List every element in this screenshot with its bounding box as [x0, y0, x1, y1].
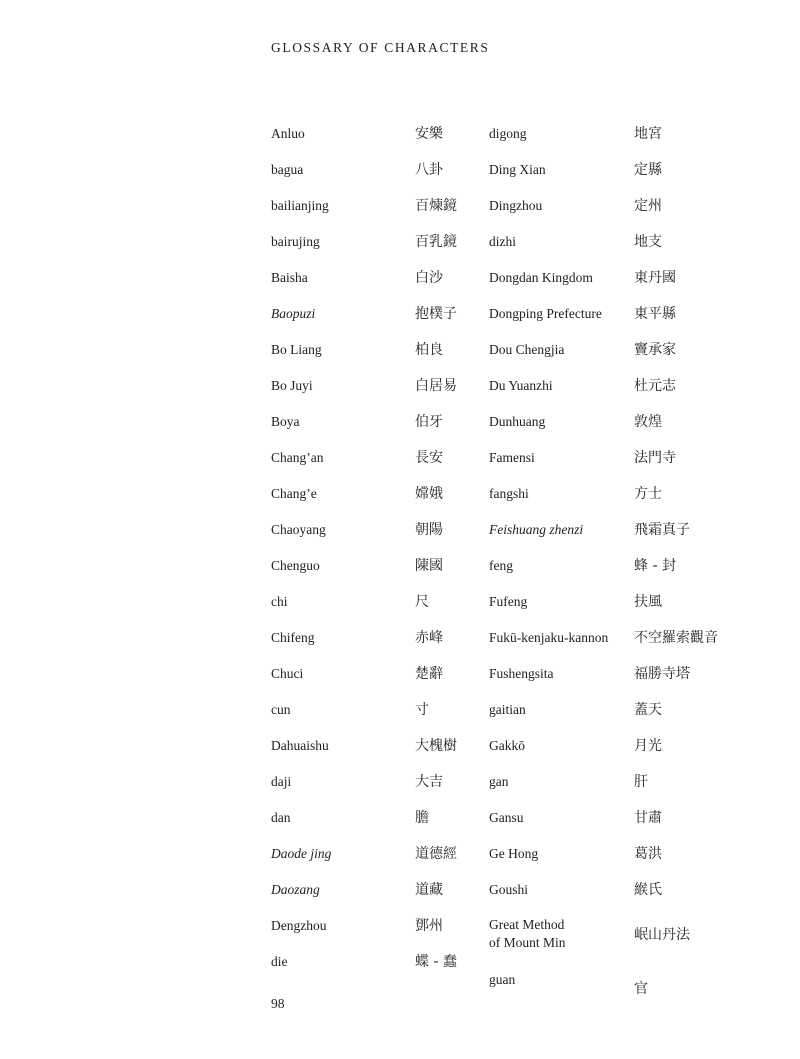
term-text: Feishuang zhenzi	[489, 522, 584, 537]
glossary-term	[271, 952, 331, 988]
glossary-term	[489, 556, 608, 592]
term-text: digong	[489, 126, 527, 141]
glossary-characters: 蝶 - 蠢	[415, 954, 457, 970]
glossary-characters: 杜元志	[634, 378, 676, 394]
glossary-term	[271, 664, 331, 700]
glossary-characters: 地支	[634, 234, 662, 250]
glossary-term	[489, 232, 608, 268]
glossary-term	[489, 808, 608, 844]
term-text: dizhi	[489, 234, 516, 249]
term-text: Daode jing	[271, 846, 332, 861]
glossary-term	[271, 484, 331, 520]
term-text: Gansu	[489, 810, 524, 825]
glossary-term	[489, 520, 608, 556]
term-text: Chang’an	[271, 450, 324, 465]
term-text: Daozang	[271, 882, 320, 897]
glossary-characters: 寸	[415, 702, 429, 718]
term-text: bailianjing	[271, 198, 329, 213]
glossary-characters: 岷山丹法	[634, 927, 690, 943]
glossary-characters: 定縣	[634, 162, 662, 178]
term-text: Dongping Prefecture	[489, 306, 602, 321]
glossary-term	[489, 196, 608, 232]
term-text: guan	[489, 972, 516, 987]
glossary-term	[489, 340, 608, 376]
term-text: Bo Liang	[271, 342, 322, 357]
term-text: Fushengsita	[489, 666, 554, 681]
term-text: Baisha	[271, 270, 308, 285]
term-text: Dahuaishu	[271, 738, 329, 753]
glossary-term	[271, 160, 331, 196]
term-text: chi	[271, 594, 288, 609]
glossary-characters: 白沙	[415, 270, 443, 286]
glossary-term	[489, 124, 608, 160]
glossary-term	[271, 196, 331, 232]
glossary-characters: 抱樸子	[415, 306, 457, 322]
term-text: Famensi	[489, 450, 535, 465]
glossary-characters: 白居易	[415, 378, 457, 394]
glossary-term	[271, 556, 331, 592]
term-text: Dou Chengjia	[489, 342, 565, 357]
glossary-characters: 葛洪	[634, 846, 662, 862]
glossary-term	[271, 268, 331, 304]
term-text: Great Method	[489, 917, 565, 932]
glossary-term	[271, 340, 331, 376]
glossary-term	[489, 628, 608, 664]
term-text: Gakkō	[489, 738, 525, 753]
glossary-characters: 蜂 - 封	[634, 558, 676, 574]
glossary-term	[489, 772, 608, 808]
glossary-characters: 膽	[415, 810, 429, 826]
term-text: Dongdan Kingdom	[489, 270, 593, 285]
glossary-term	[489, 700, 608, 736]
glossary-characters: 八卦	[415, 162, 443, 178]
glossary-term	[489, 448, 608, 484]
term-text: die	[271, 954, 288, 969]
glossary-characters: 赤峰	[415, 630, 443, 646]
page-number: 98	[271, 996, 285, 1011]
glossary-characters: 嫦娥	[415, 486, 443, 502]
glossary-characters: 緱氏	[634, 882, 662, 898]
term-text: Chenguo	[271, 558, 320, 573]
term-text: Du Yuanzhi	[489, 378, 553, 393]
term-text: Chifeng	[271, 630, 315, 645]
term-text: Boya	[271, 414, 300, 429]
term-text: gan	[489, 774, 509, 789]
glossary-characters: 長安	[415, 450, 443, 466]
glossary-term	[489, 844, 608, 880]
page-header: GLOSSARY OF CHARACTERS	[271, 40, 490, 55]
glossary-characters: 飛霜真子	[634, 522, 690, 538]
glossary-characters: 東丹國	[634, 270, 676, 286]
glossary-characters: 尺	[415, 594, 429, 610]
glossary-characters: 不空羅索觀音	[634, 630, 718, 646]
glossary-term	[271, 880, 331, 916]
glossary-term	[489, 268, 608, 304]
term-text: feng	[489, 558, 513, 573]
glossary-term	[271, 916, 331, 952]
term-text: Chuci	[271, 666, 304, 681]
term-text: bagua	[271, 162, 304, 177]
glossary-characters: 安樂	[415, 126, 443, 142]
glossary-characters: 敦煌	[634, 414, 662, 430]
glossary-characters: 百乳鏡	[415, 234, 457, 250]
term-text: Chang’e	[271, 486, 317, 501]
term-text: dan	[271, 810, 291, 825]
term-text: Fufeng	[489, 594, 528, 609]
glossary-term	[489, 916, 608, 970]
glossary-term	[489, 880, 608, 916]
glossary-term	[271, 808, 331, 844]
term-text: Fukū-kenjaku-kannon	[489, 630, 609, 645]
glossary-term	[489, 160, 608, 196]
glossary-characters: 竇承家	[634, 342, 676, 358]
term-text: Chaoyang	[271, 522, 326, 537]
glossary-term	[271, 700, 331, 736]
glossary-characters: 法門寺	[634, 450, 676, 466]
glossary-characters: 地宮	[634, 126, 662, 142]
term-text: Dunhuang	[489, 414, 546, 429]
glossary-term	[489, 412, 608, 448]
glossary-term	[489, 304, 608, 340]
glossary-term	[271, 844, 331, 880]
glossary-characters: 道德經	[415, 846, 457, 862]
glossary-characters: 月光	[634, 738, 662, 754]
glossary-characters: 方士	[634, 486, 662, 502]
glossary-term	[271, 412, 331, 448]
glossary-characters: 楚辭	[415, 666, 443, 682]
glossary-characters: 福勝寺塔	[634, 666, 690, 682]
glossary-characters: 柏良	[415, 342, 443, 358]
right-characters-column	[634, 124, 718, 1015]
glossary-term	[489, 592, 608, 628]
glossary-term	[489, 970, 608, 1006]
glossary-characters: 東平縣	[634, 306, 676, 322]
term-text: Dingzhou	[489, 198, 543, 213]
glossary-characters: 道藏	[415, 882, 443, 898]
glossary-term	[489, 736, 608, 772]
term-text-line2: of Mount Min	[489, 935, 566, 950]
term-text: Bo Juyi	[271, 378, 313, 393]
glossary-term	[271, 592, 331, 628]
glossary-characters: 官	[634, 981, 648, 997]
term-text: Ding Xian	[489, 162, 546, 177]
glossary-term	[271, 736, 331, 772]
term-text: Goushi	[489, 882, 529, 897]
glossary-term	[489, 484, 608, 520]
glossary-term	[271, 124, 331, 160]
glossary-characters: 伯牙	[415, 414, 443, 430]
glossary-term	[271, 376, 331, 412]
glossary-term	[489, 376, 608, 412]
term-text: daji	[271, 774, 292, 789]
glossary-term	[271, 448, 331, 484]
term-text: gaitian	[489, 702, 526, 717]
glossary-term	[271, 628, 331, 664]
glossary-characters: 百煉鏡	[415, 198, 457, 214]
glossary-characters: 肝	[634, 774, 648, 790]
glossary-characters: 扶風	[634, 594, 662, 610]
term-text: Dengzhou	[271, 918, 327, 933]
term-text: Ge Hong	[489, 846, 539, 861]
left-terms-column	[271, 124, 331, 988]
glossary-term	[271, 232, 331, 268]
term-text: Baopuzi	[271, 306, 316, 321]
glossary-characters: 蓋天	[634, 702, 662, 718]
glossary-characters: 大槐樹	[415, 738, 457, 754]
term-text: bairujing	[271, 234, 320, 249]
left-characters-column	[415, 124, 457, 988]
glossary-term	[489, 664, 608, 700]
glossary-characters: 朝陽	[415, 522, 443, 538]
right-terms-column	[489, 124, 608, 1006]
glossary-characters: 定州	[634, 198, 662, 214]
term-text: fangshi	[489, 486, 529, 501]
glossary-characters: 大吉	[415, 774, 443, 790]
glossary-characters: 甘肅	[634, 810, 662, 826]
glossary-term	[271, 772, 331, 808]
term-text: Anluo	[271, 126, 305, 141]
term-text: cun	[271, 702, 291, 717]
glossary-characters: 陳國	[415, 558, 443, 574]
glossary-term	[271, 304, 331, 340]
glossary-term	[271, 520, 331, 556]
glossary-characters: 鄧州	[415, 918, 443, 934]
